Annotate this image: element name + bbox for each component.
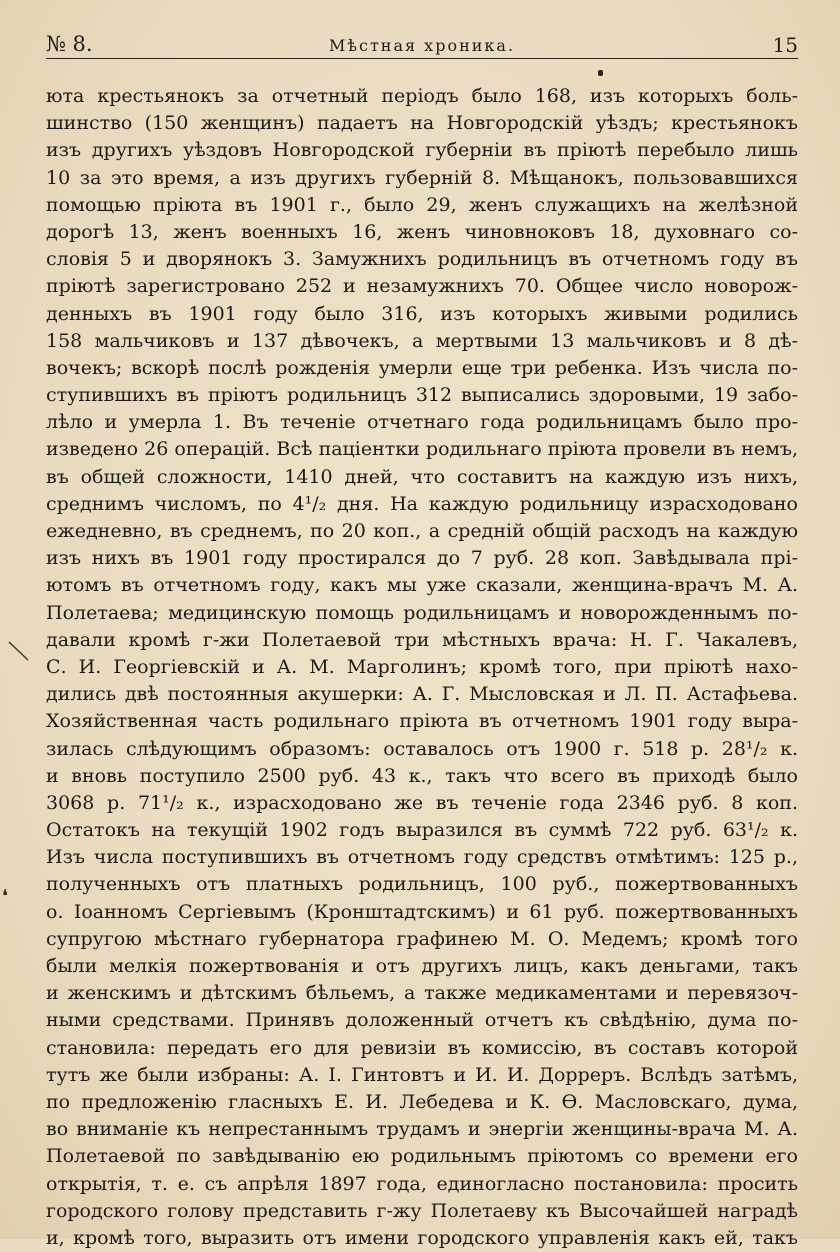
margin-ink-mark: ❛	[2, 886, 8, 907]
ink-speck	[598, 70, 603, 76]
text-line: словія 5 и дворянокъ 3. Замужнихъ родильницъ въ отчетномъ году въ	[46, 248, 798, 271]
text-line: супругою мѣстнаго губернатора графинею М. О. Медемъ; кромѣ того	[46, 927, 798, 950]
text-line: и женскимъ и дѣтскимъ бѣльемъ, а также медикаментами и перевязоч-	[46, 982, 798, 1005]
text-line: пріютѣ зарегистровано 252 и незамужнихъ 70. Общее число новорож-	[46, 275, 798, 298]
text-line: ными средствами. Принявъ доложенный отчетъ къ свѣдѣнію, дума по-	[46, 1009, 798, 1032]
text-line: шинство (150 женщинъ) падаетъ на Новгородскій уѣздъ; крестьянокъ	[46, 112, 798, 135]
text-line: Хозяйственная часть родильнаго пріюта въ отчетномъ 1901 году выра-	[46, 710, 798, 733]
text-line: о. Іоанномъ Сергіевымъ (Кронштадтскимъ) и 61 руб. пожертвованныхъ	[46, 900, 798, 923]
text-line: полученныхъ отъ платныхъ родильницъ, 100 руб., пожертвованныхъ	[46, 873, 798, 896]
text-line: ступившихъ въ пріютъ родильницъ 312 выписались здоровыми, 19 забо-	[46, 384, 798, 407]
text-line: юта крестьянокъ за отчетный періодъ было 168, изъ которыхъ боль-	[46, 85, 798, 107]
text-line: Полетаевой по завѣдыванію ею родильнымъ пріютомъ со времени его	[46, 1145, 798, 1168]
text-line: С. И. Георгіевскій и А. М. Марголинъ; кромѣ того, при пріютѣ нахо-	[46, 655, 798, 678]
text-line: въ общей сложности, 1410 дней, что составитъ на каждую изъ нихъ,	[46, 465, 798, 488]
text-line: и, кромѣ того, выразить отъ имени городского управленія какъ ей, такъ	[46, 1226, 798, 1249]
text-line: изведено 26 операцій. Всѣ паціентки родильнаго пріюта провели въ немъ,	[46, 438, 798, 461]
text-line: становила: передать его для ревизіи въ комиссію, въ составъ которой	[46, 1036, 798, 1059]
text-line: лѣло и умерла 1. Въ теченіе отчетнаго года родильницамъ было про-	[46, 411, 798, 434]
margin-pencil-mark	[8, 640, 30, 662]
text-line: среднимъ числомъ, по 4¹/₂ дня. На каждую родильницу израсходовано	[46, 492, 798, 515]
text-line: дорогѣ 13, женъ военныхъ 16, женъ чиновноковъ 18, духовнаго со-	[46, 220, 798, 243]
text-line: Полетаева; медицинскую помощь родильницамъ и новорожденнымъ по-	[46, 601, 798, 624]
page-number: 15	[772, 33, 798, 57]
text-line: во вниманіе къ непрестаннымъ трудамъ и энергіи женщины-врача М. А.	[46, 1118, 798, 1141]
text-line: 3068 р. 71¹/₂ к., израсходовано же въ теченіе года 2346 руб. 8 коп.	[46, 791, 798, 814]
text-line: изъ другихъ уѣздовъ Новгородской губерніи въ пріютѣ перебыло лишь	[46, 139, 798, 162]
text-line: вочекъ; вскорѣ послѣ рожденія умерли еще три ребенка. Изъ числа по-	[46, 356, 798, 379]
text-line: дились двѣ постоянныя акушерки: А. Г. Мысловская и Л. П. Астафьева.	[46, 683, 798, 706]
text-line: городского голову представить г-жу Полетаеву къ Высочайшей наградѣ	[46, 1199, 798, 1222]
text-line: денныхъ въ 1901 году было 316, изъ которыхъ живыми родились	[46, 302, 798, 325]
section-title: Мѣстная хроника.	[328, 36, 516, 55]
text-line: Остатокъ на текущій 1902 годъ выразился въ суммѣ 722 руб. 63¹/₂ к.	[46, 819, 798, 842]
text-line: открытія, т. е. съ апрѣля 1897 года, единогласно постановила: просить	[46, 1172, 798, 1195]
text-line: Изъ числа поступившихъ въ отчетномъ году средствъ отмѣтимъ: 125 р.,	[46, 846, 798, 869]
issue-number: № 8.	[46, 32, 93, 56]
text-line: ежедневно, въ среднемъ, по 20 коп., а средній общій расходъ на каждую	[46, 520, 798, 542]
text-line: ютомъ въ отчетномъ году, какъ мы уже сказали, женщина-врачъ М. А.	[46, 574, 798, 597]
text-line: помощью пріюта въ 1901 г., было 29, женъ служащихъ на желѣзной	[46, 193, 798, 216]
text-line: по предложенію гласныхъ Е. И. Лебедева и К. Ѳ. Масловскаго, дума,	[46, 1090, 798, 1113]
text-line: давали кромѣ г-жи Полетаевой три мѣстныхъ врача: Н. Г. Чакалевъ,	[46, 628, 798, 651]
text-line: и вновь поступило 2500 руб. 43 к., такъ что всего въ приходѣ было	[46, 764, 798, 787]
text-line: 10 за это время, а изъ другихъ губерній 8. Мѣщанокъ, пользовавшихся	[46, 166, 798, 189]
text-line: зилась слѣдующимъ образомъ: оставалось отъ 1900 г. 518 р. 28¹/₂ к.	[46, 737, 798, 760]
text-line: изъ нихъ въ 1901 году простирался до 7 руб. 28 коп. Завѣдывала прі-	[46, 547, 798, 570]
article-body	[46, 83, 798, 1252]
text-line: 158 мальчиковъ и 137 дѣвочекъ, а мертвыми 13 мальчиковъ и 8 дѣ-	[46, 329, 798, 352]
header-rule	[46, 58, 798, 59]
text-line: тутъ же были избраны: А. І. Гинтовтъ и И. И. Дорреръ. Вслѣдъ затѣмъ,	[46, 1063, 798, 1086]
text-line: были мелкія пожертвованія и отъ другихъ лицъ, какъ деньгами, такъ	[46, 955, 798, 977]
